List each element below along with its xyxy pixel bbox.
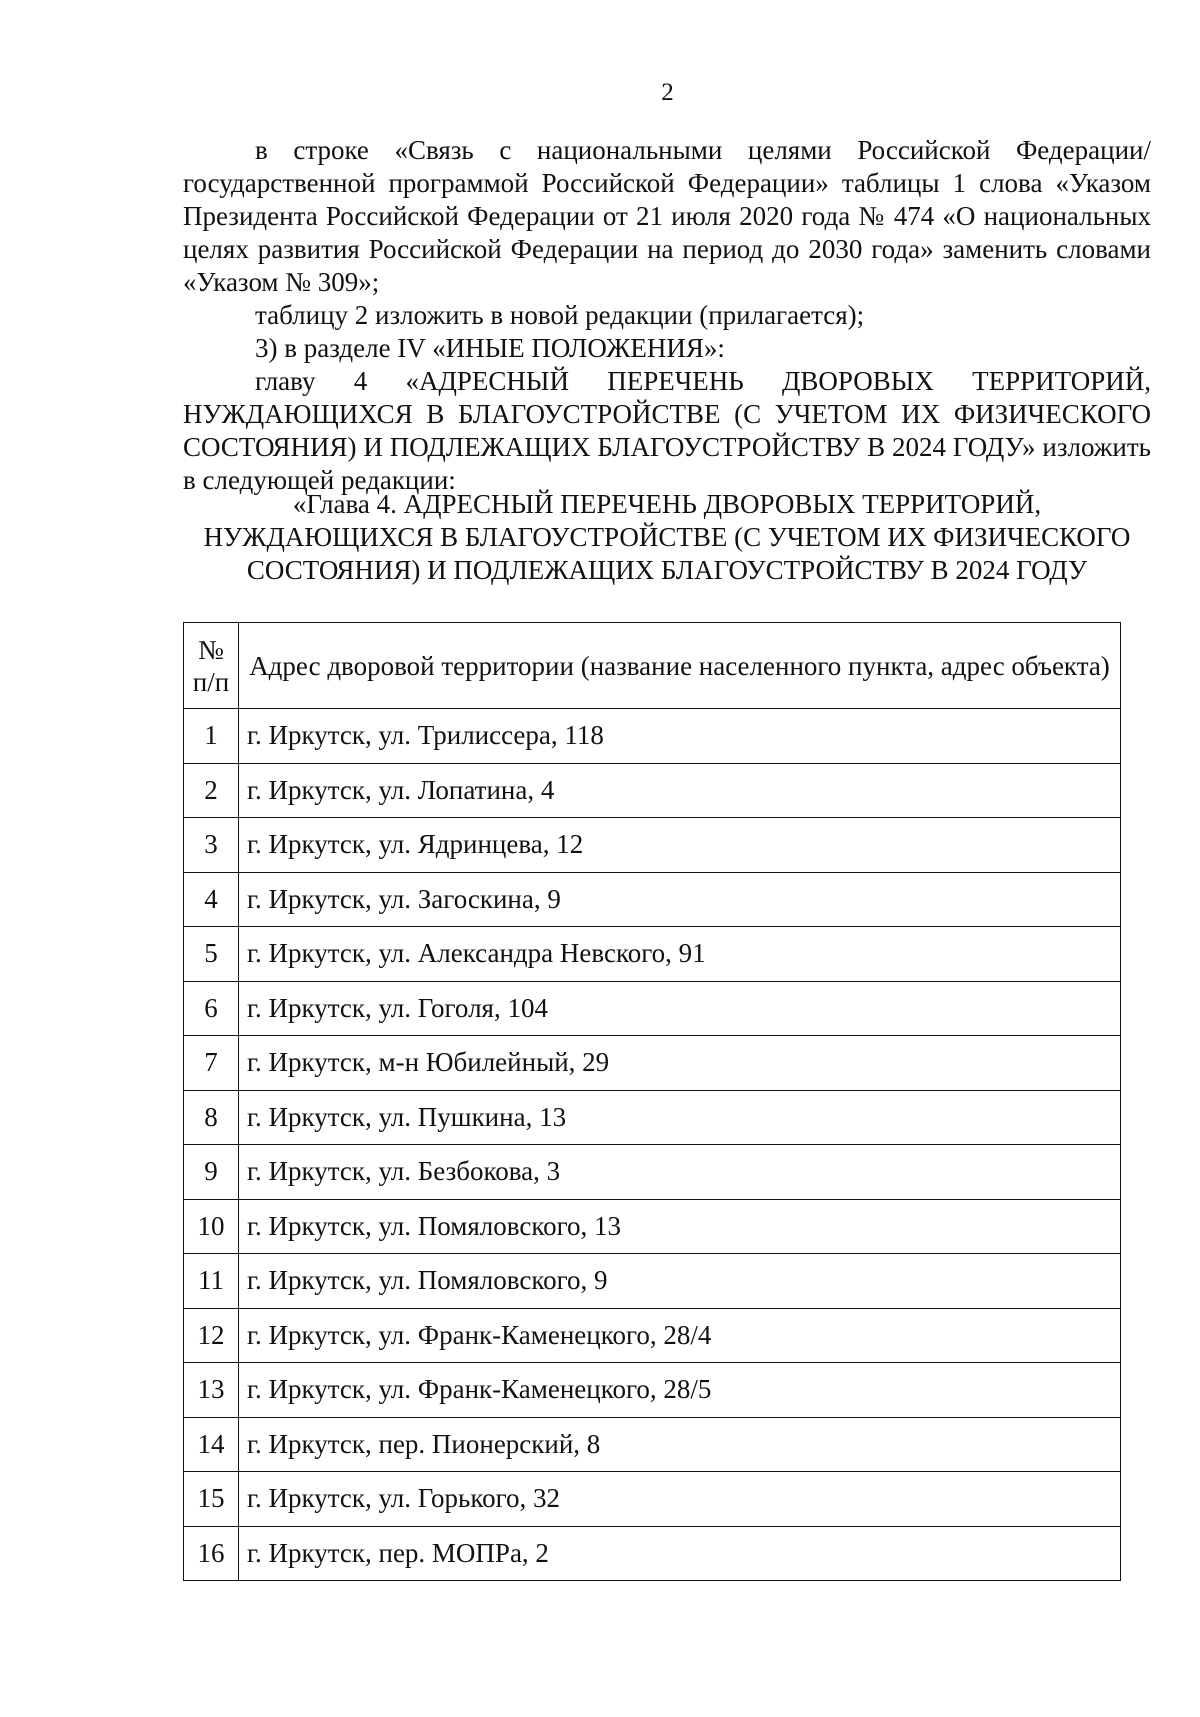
row-number: 4: [184, 872, 239, 927]
table-row: [184, 818, 1121, 873]
table-row: [184, 1036, 1121, 1091]
row-address: г. Иркутск, ул. Пушкина, 13: [239, 1090, 1121, 1145]
table-row: [184, 1308, 1121, 1363]
table-row: [184, 1145, 1121, 1200]
row-address: г. Иркутск, ул. Трилиссера, 118: [239, 709, 1121, 764]
table-row: [184, 709, 1121, 764]
row-number: 12: [184, 1308, 239, 1363]
paragraph-section-iv: 3) в разделе IV «ИНЫЕ ПОЛОЖЕНИЯ»:: [255, 333, 725, 363]
table-row: [184, 1417, 1121, 1472]
row-number: 5: [184, 927, 239, 982]
table-row: [184, 1090, 1121, 1145]
paragraph-table-2-amendment: таблицу 2 изложить в новой редакции (прилагается);: [255, 300, 865, 330]
row-address: г. Иркутск, ул. Гоголя, 104: [239, 981, 1121, 1036]
row-address: г. Иркутск, пер. МОПРа, 2: [239, 1526, 1121, 1581]
table-row: [184, 872, 1121, 927]
row-number: 10: [184, 1199, 239, 1254]
row-address: г. Иркутск, ул. Лопатина, 4: [239, 763, 1121, 818]
row-address: г. Иркутск, ул. Ядринцева, 12: [239, 818, 1121, 873]
header-number: № п/п: [184, 623, 239, 709]
paragraph-chapter-4-amendment: главу 4 «АДРЕСНЫЙ ПЕРЕЧЕНЬ ДВОРОВЫХ ТЕРРИТОРИЙ, НУЖДАЮЩИХСЯ В БЛАГОУСТРОЙСТВЕ (С УЧЕТОМ ИХ ФИЗИЧЕСКОГО СОСТОЯНИЯ) И ПОДЛЕЖАЩИХ БЛАГОУСТРОЙСТВУ В 2024 ГОДУ» изложить в следующей редакции:: [183, 366, 1151, 495]
chapter-heading: «Глава 4. АДРЕСНЫЙ ПЕРЕЧЕНЬ ДВОРОВЫХ ТЕРРИТОРИЙ, НУЖДАЮЩИХСЯ В БЛАГОУСТРОЙСТВЕ (С УЧЕТОМ ИХ ФИЗИЧЕСКОГО СОСТОЯНИЯ) И ПОДЛЕЖАЩИХ БЛАГОУСТРОЙСТВУ В 2024 ГОДУ: [203, 489, 1131, 585]
row-number: 13: [184, 1363, 239, 1418]
row-number: 15: [184, 1472, 239, 1527]
table-row: [184, 1526, 1121, 1581]
row-address: г. Иркутск, ул. Загоскина, 9: [239, 872, 1121, 927]
page-number: 2: [661, 79, 674, 106]
row-number: 2: [184, 763, 239, 818]
row-address: г. Иркутск, ул. Александра Невского, 91: [239, 927, 1121, 982]
row-address: г. Иркутск, ул. Франк-Каменецкого, 28/5: [239, 1363, 1121, 1418]
document-body: [183, 134, 1151, 497]
table-row: [184, 1254, 1121, 1309]
row-number: 9: [184, 1145, 239, 1200]
table-row: [184, 1472, 1121, 1527]
row-number: 3: [184, 818, 239, 873]
table-row: [184, 981, 1121, 1036]
table-row: [184, 927, 1121, 982]
row-number: 7: [184, 1036, 239, 1091]
row-number: 11: [184, 1254, 239, 1309]
address-table: [183, 622, 1121, 1581]
row-number: 14: [184, 1417, 239, 1472]
header-address: Адрес дворовой территории (название населенного пункта, адрес объекта): [239, 623, 1121, 709]
row-address: г. Иркутск, ул. Франк-Каменецкого, 28/4: [239, 1308, 1121, 1363]
row-address: г. Иркутск, м-н Юбилейный, 29: [239, 1036, 1121, 1091]
row-address: г. Иркутск, ул. Помяловского, 9: [239, 1254, 1121, 1309]
table-row: [184, 1199, 1121, 1254]
row-number: 16: [184, 1526, 239, 1581]
table-row: [184, 1363, 1121, 1418]
row-number: 1: [184, 709, 239, 764]
row-number: 6: [184, 981, 239, 1036]
row-number: 8: [184, 1090, 239, 1145]
row-address: г. Иркутск, ул. Безбокова, 3: [239, 1145, 1121, 1200]
table-header-row: [184, 623, 1121, 709]
row-address: г. Иркутск, ул. Помяловского, 13: [239, 1199, 1121, 1254]
row-address: г. Иркутск, ул. Горького, 32: [239, 1472, 1121, 1527]
row-address: г. Иркутск, пер. Пионерский, 8: [239, 1417, 1121, 1472]
paragraph-section-link-amendment: в строке «Связь с национальными целями Российской Федерации/государственной программой Российской Федерации» таблицы 1 слова «Указом Президента Российской Федерации от 21 июля 2020 года № 474 «О национальных целях развития Российской Федерации на период до 2030 года» заменить словами «Указом № 309»;: [183, 135, 1151, 297]
table-row: [184, 763, 1121, 818]
